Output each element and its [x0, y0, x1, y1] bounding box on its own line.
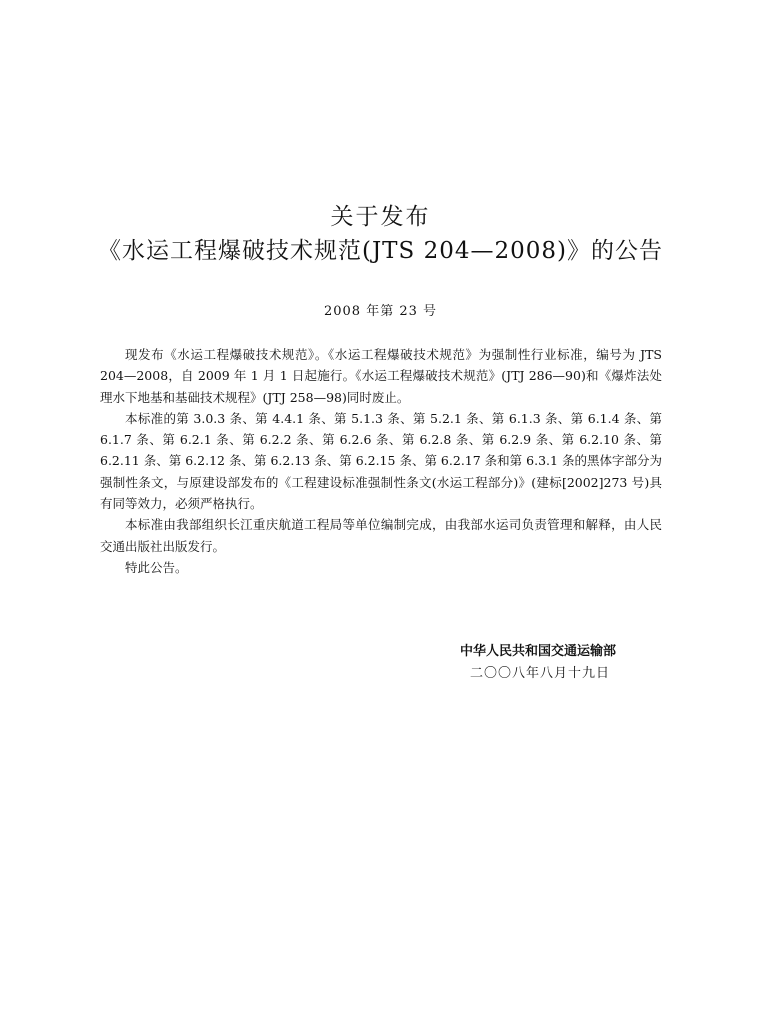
issue-date: 二〇〇八年八月十九日	[470, 666, 611, 681]
paragraph-compilation: 本标准由我部组织长江重庆航道工程局等单位编制完成，由我部水运司负责管理和解释，由人民交通出版社出版发行。	[100, 517, 662, 554]
paragraph-closing: 特此公告。	[125, 559, 188, 575]
announcement-title: 关于发布	[330, 204, 431, 230]
issuing-organization: 中华人民共和国交通运输部	[460, 644, 617, 659]
standard-title: 《水运工程爆破技术规范(JTS 204—2008)》的公告	[97, 238, 663, 264]
paragraph-mandatory-clauses: 本标准的第 3.0.3 条、第 4.4.1 条、第 5.1.3 条、第 5.2.1 条、第 6.1.3 条、第 6.1.4 条、第 6.1.7 条、第 6.2.1 条、第 6.2.2 条、第 6.2.6 条、第 6.2.8 条、第 6.2.9 条、第 6.2.10 条、第 6.2.11 条、第 6.2.12 条、第 6.2.13 条、第 6.2.15 条、第 6.2.17 条和第 6.3.1 条的黑体字部分为强制性条文，与原建设部发布的《工程建设标准强制性条文(水运工程部分)》(建标[2002]273 号)具有同等效力，必须严格执行。	[100, 410, 662, 512]
announcement-body	[100, 344, 662, 578]
paragraph-publication: 现发布《水运工程爆破技术规范》。《水运工程爆破技术规范》为强制性行业标准，编号为 JTS 204—2008，自 2009 年 1 月 1 日起施行。《水运工程爆破技术规范》(JTJ 286—90)和《爆炸法处理水下地基和基础技术规程》(JTJ 258—98)同时废止。	[100, 347, 662, 405]
issue-number: 2008 年第 23 号	[323, 304, 438, 319]
